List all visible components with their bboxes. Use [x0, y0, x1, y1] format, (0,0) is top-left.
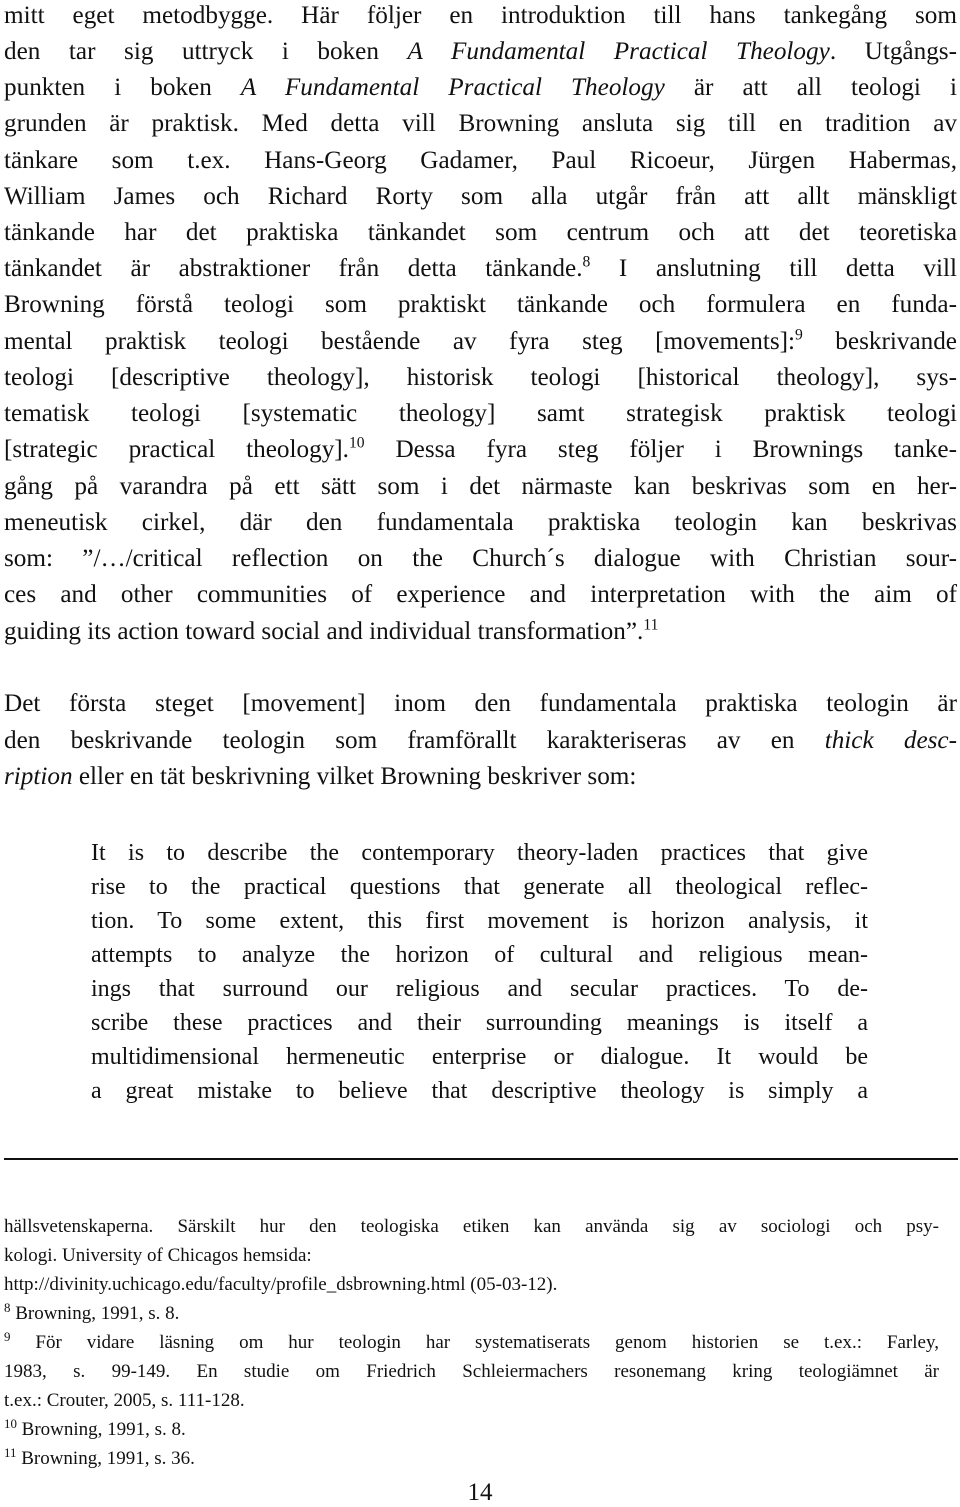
quote-line: It is to describe the contemporary theory-laden practices that give — [91, 840, 868, 866]
footnote-line: t.ex.: Crouter, 2005, s. 111-128. — [4, 1390, 245, 1411]
quote-line: ings that surround our religious and secular practices. To de- — [91, 976, 868, 1002]
book-title: A Fundamental Practical Theology — [240, 74, 665, 101]
book-title: A Fundamental Practical Theology — [407, 38, 830, 65]
body-line: Browning förstå teologi som praktiskt tänkande och formulera en funda- — [4, 291, 957, 318]
body-line: mitt eget metodbygge. Här följer en introduktion till hans tankegång som — [4, 2, 957, 29]
body-line: mental praktisk teologi bestående av fyra steg [movements]:$^9$ beskrivande — [4, 326, 957, 355]
footnote-ref[interactable]: 10 — [348, 434, 365, 452]
footnote-line: $^{11}$ Browning, 1991, s. 36. — [4, 1444, 195, 1469]
body-line: Det första steget [movement] inom den fundamentala praktiska teologin är — [4, 690, 957, 717]
body-line: William James och Richard Rorty som alla utgår från att allt mänskligt — [4, 183, 957, 210]
quote-line: multidimensional hermeneutic enterprise or dialogue. It would be — [91, 1044, 868, 1070]
quote-line: a great mistake to believe that descriptive theology is simply a — [91, 1078, 868, 1104]
body-line: grunden är praktisk. Med detta vill Browning ansluta sig till en tradition av — [4, 110, 957, 137]
quote-line: scribe these practices and their surrounding meanings is itself a — [91, 1010, 868, 1036]
footnote-line — [4, 1274, 939, 1296]
footnote-number: 11 — [4, 1444, 17, 1460]
footnote-number: 10 — [4, 1415, 17, 1431]
body-line: tänkandet är abstraktioner från detta tänkande.$^8$ I anslutning till detta vill — [4, 253, 957, 282]
footnote-line: kologi. University of Chicagos hemsida: — [4, 1245, 312, 1266]
body-line: tänkare som t.ex. Hans-Georg Gadamer, Paul Ricoeur, Jürgen Habermas, — [4, 147, 957, 174]
footnote-link[interactable]: http://divinity.uchicago.edu/faculty/profile_dsbrowning.html (05-03-12). — [4, 1274, 558, 1295]
body-line: punkten i boken A Fundamental Practical Theology är att all teologi i — [4, 74, 957, 101]
body-line: teologi [descriptive theology], historisk teologi [historical theology], sys- — [4, 364, 957, 391]
quote-line: attempts to analyze the horizon of cultural and religious mean- — [91, 942, 868, 968]
footnote-line: $^9$ För vidare läsning om hur teologin har systematiserats genom historien se t.ex.: Farley, — [4, 1328, 939, 1353]
footnote-ref[interactable]: 8 — [582, 253, 591, 271]
body-line: tänkande har det praktiska tänkandet som centrum och att det teoretiska — [4, 219, 957, 246]
body-line: guiding its action toward social and individual transformation”.$^{11}$ — [4, 616, 659, 645]
emphasis-term: thick desc- — [824, 727, 957, 754]
body-line: gång på varandra på ett sätt som i det närmaste kan beskrivas som en her- — [4, 473, 957, 500]
body-line: tematisk teologi [systematic theology] samt strategisk praktisk teologi — [4, 400, 957, 427]
footnote-ref[interactable]: 9 — [795, 326, 803, 344]
footnote-separator — [4, 1158, 958, 1160]
body-line: den tar sig uttryck i boken A Fundamental Practical Theology. Utgångs- — [4, 38, 957, 65]
body-line: den beskrivande teologin som framförallt karakteriseras av en thick desc- — [4, 727, 957, 754]
body-line: ription eller en tät beskrivning vilket Browning beskriver som: — [4, 763, 637, 790]
body-line: ces and other communities of experience and interpretation with the aim of — [4, 581, 957, 608]
footnote-number: 8 — [4, 1299, 11, 1315]
footnote-number: 9 — [4, 1328, 11, 1344]
quote-line: rise to the practical questions that generate all theological reflec- — [91, 874, 868, 900]
body-line: [strategic practical theology].$^{10}$ Dessa fyra steg följer i Brownings tanke- — [4, 434, 957, 463]
body-line: som: ”/…/critical reflection on the Church´s dialogue with Christian sour- — [4, 545, 957, 572]
page-number: 14 — [467, 1479, 493, 1506]
emphasis-term: ription — [4, 763, 73, 790]
footnote-line: hällsvetenskaperna. Särskilt hur den teologiska etiken kan använda sig av sociologi och psy- — [4, 1216, 939, 1237]
footnote-ref[interactable]: 11 — [643, 616, 659, 634]
footnote-line: 1983, s. 99-149. En studie om Friedrich Schleiermachers resonemang kring teologiämnet är — [4, 1361, 939, 1382]
footnote-line: $^8$ Browning, 1991, s. 8. — [4, 1299, 180, 1324]
quote-line: tion. To some extent, this first movement is horizon analysis, it — [91, 908, 868, 934]
footnote-line: $^{10}$ Browning, 1991, s. 8. — [4, 1415, 186, 1440]
body-line: meneutisk cirkel, där den fundamentala praktiska teologin kan beskrivas — [4, 509, 957, 536]
